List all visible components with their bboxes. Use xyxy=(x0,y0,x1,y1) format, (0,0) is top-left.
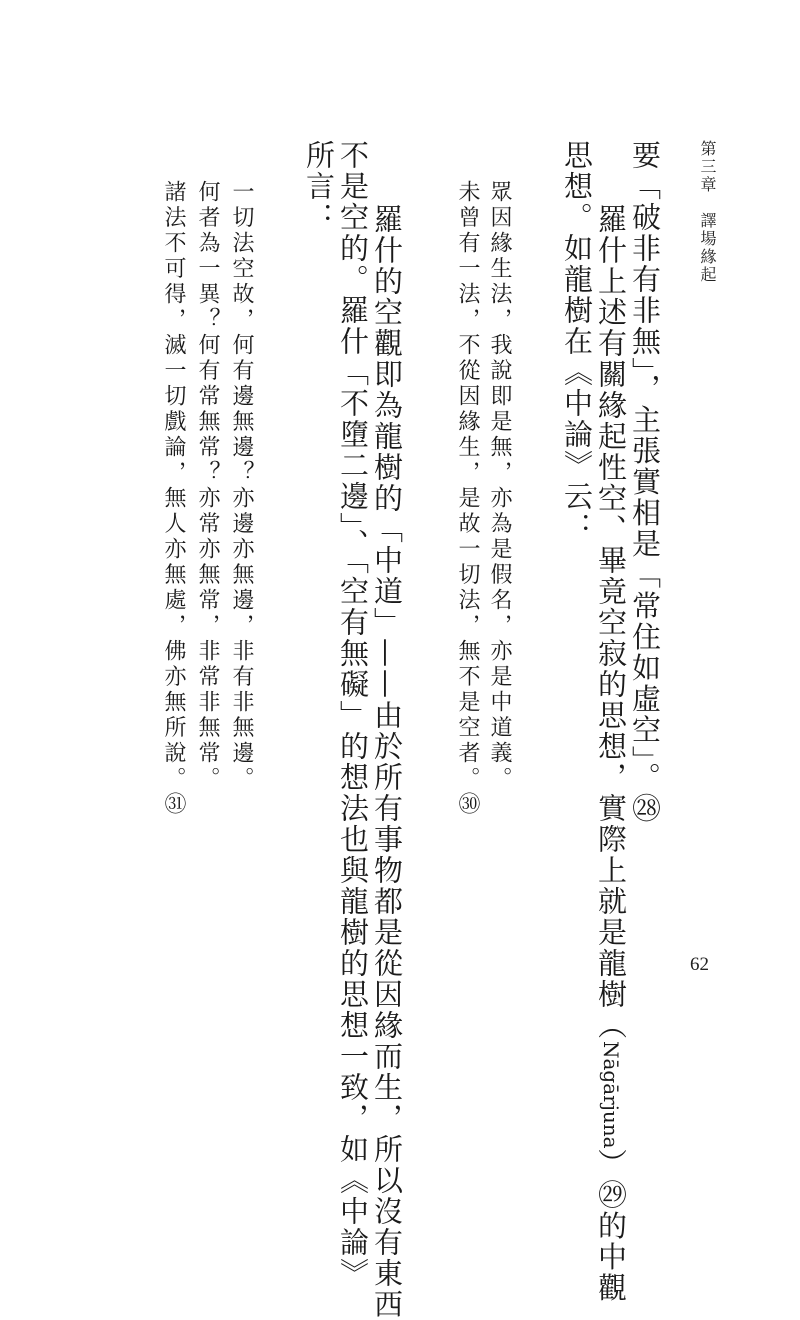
text-column-5: 不是空的。羅什「不墮二邊」、「空有無礙」的想法也與龍樹的思想一致，如《中論》 xyxy=(336,140,370,1289)
text-column-2 xyxy=(594,140,628,1304)
quote-line-3: 一切法空故，何有邊無邊？亦邊亦無邊，非有非無邊。 xyxy=(229,180,254,792)
quote-line-2: 未曾有一法，不從因緣生，是故一切法，無不是空者。㉚ xyxy=(455,180,480,818)
text-column-3: 思想。如龍樹在《中論》云： xyxy=(560,140,594,543)
page-number: 62 xyxy=(690,954,709,975)
quote-line-5: 諸法不可得，滅一切戲論，無人亦無處，佛亦無所說。㉛ xyxy=(161,180,186,818)
quote-line-1: 眾因緣生法，我說即是無，亦為是假名，亦是中道義。 xyxy=(487,180,512,792)
running-header: 第三章 譯場緣起 xyxy=(698,140,717,284)
text-segment: ）㉙的中觀 xyxy=(594,1148,628,1304)
text-segment: 羅什上述有關緣起性空、畢竟空寂的思想，實際上就是龍樹（ xyxy=(594,204,628,1041)
text-column-6: 所言： xyxy=(302,140,336,233)
text-column-1: 要「破非有非無」，主張實相是「常住如虛空」。㉘ xyxy=(628,140,662,824)
quote-line-4: 何者為一異？何有常無常？亦常亦無常，非常非無常。 xyxy=(195,180,220,792)
latin-term: Nāgārjuna xyxy=(599,1041,623,1149)
text-column-4: 羅什的空觀即為龍樹的「中道」——由於所有事物都是從因緣而生，所以沒有東西 xyxy=(370,204,404,1320)
